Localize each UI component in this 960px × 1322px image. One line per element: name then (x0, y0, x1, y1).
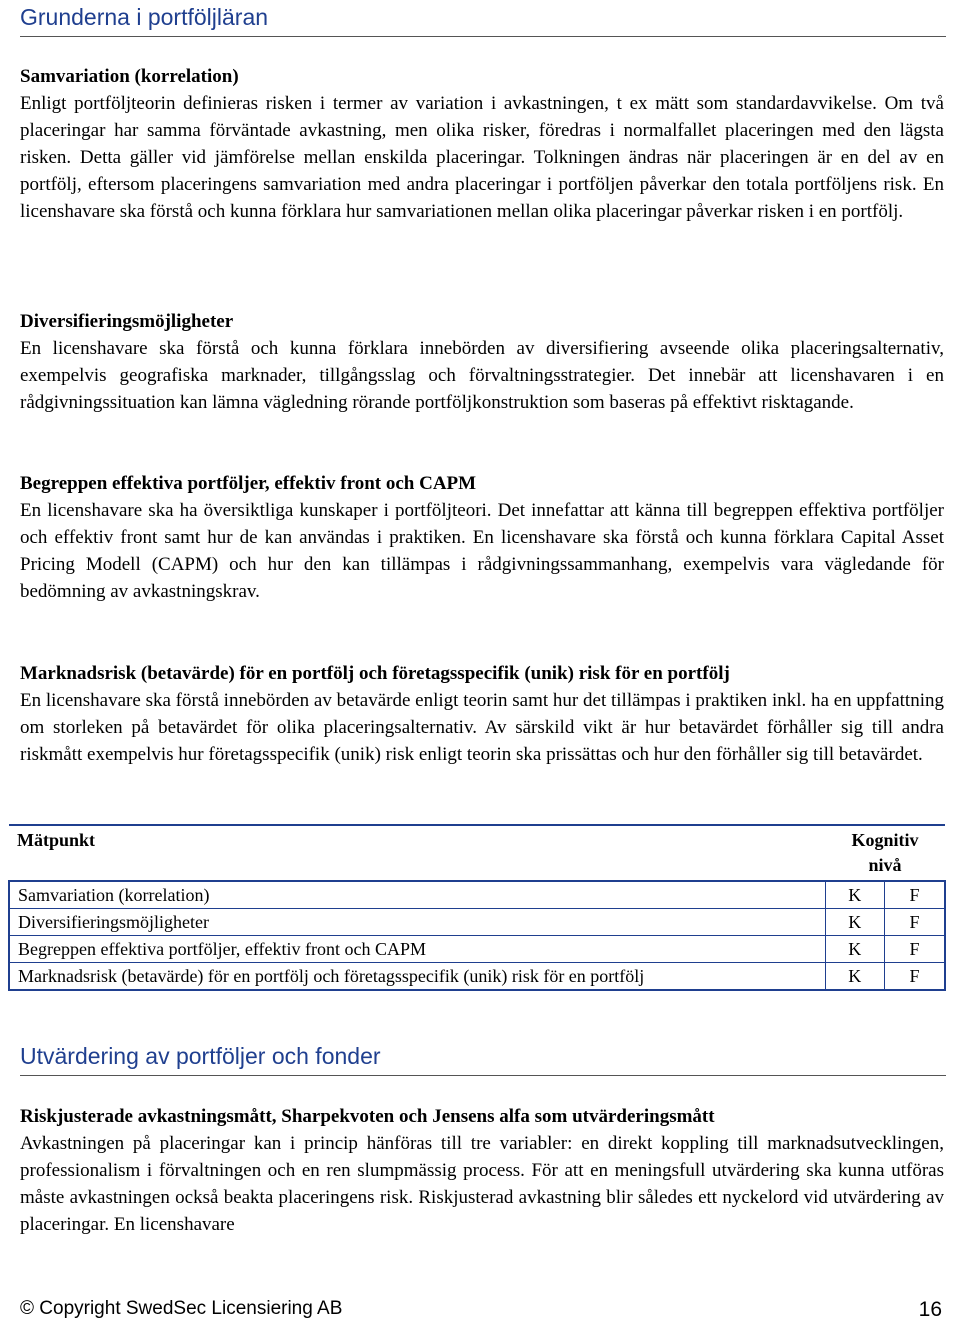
section-effektiva-portfoljer (20, 470, 944, 605)
row-level-f: F (885, 963, 945, 991)
row-level-k: K (825, 963, 885, 991)
table-row (9, 909, 945, 936)
table-row (9, 963, 945, 991)
table-row (9, 881, 945, 909)
table-header-row (9, 825, 945, 881)
section-marknadsrisk (20, 660, 944, 768)
section-riskjusterade (20, 1103, 944, 1238)
row-label: Samvariation (korrelation) (9, 881, 825, 909)
row-level-f: F (885, 881, 945, 909)
section-body: En licenshavare ska förstå innebörden av betavärde enligt teorin samt hur det tillämpas i praktiken inkl. ha en uppfattning om storleken på betavärdet för olika placeringsalternativ. Av särskild vikt är hur betavärdet förhåller sig till andra riskmått exempelvis hur företagsspecifik (unik) risk enligt teorin ska prissättas och hur den förhåller sig till betavärdet. (20, 690, 944, 765)
row-level-k: K (825, 936, 885, 963)
section-title: Begreppen effektiva portföljer, effektiv front och CAPM (20, 473, 477, 494)
row-label: Begreppen effektiva portföljer, effektiv front och CAPM (9, 936, 825, 963)
section-samvariation (20, 63, 944, 225)
row-label: Marknadsrisk (betavärde) för en portfölj och företagsspecifik (unik) risk för en portfölj (9, 963, 825, 991)
section-title: Diversifieringsmöjligheter (20, 311, 234, 332)
section-title: Samvariation (korrelation) (20, 66, 239, 87)
page-number: 16 (918, 1298, 942, 1321)
section-diversifiering (20, 308, 944, 416)
section-title: Marknadsrisk (betavärde) för en portfölj och företagsspecifik (unik) risk för en portfölj (20, 663, 730, 684)
footer-copyright: © Copyright SwedSec Licensiering AB (20, 1298, 343, 1319)
row-level-f: F (885, 909, 945, 936)
matpunkt-table (8, 824, 946, 991)
header-matpunkt: Mätpunkt (17, 830, 96, 850)
row-level-k: K (825, 909, 885, 936)
section-heading-utvardering: Utvärdering av portföljer och fonder (20, 1043, 381, 1069)
heading-rule (20, 36, 946, 37)
row-level-k: K (825, 881, 885, 909)
section-body: En licenshavare ska ha översiktliga kunskaper i portföljteori. Det innefattar att känna till begreppen effektiva portföljer och effektiv front samt hur de kan användas i praktiken. En licenshavare ska förstå och kunna förklara Capital Asset Pricing Modell (CAPM) och hur den kan tillämpas i rådgivningssammanhang, exempelvis vara vägledande för bedömning av avkastningskrav. (20, 500, 944, 602)
section-body: Avkastningen på placeringar kan i princip hänföras till tre variabler: en direkt koppling till marknadsutvecklingen, professionalism i förvaltningen och en ren slumpmässig process. För att en meningsfull utvärdering ska kunna utföras måste avkastningen också beakta placeringens risk. Riskjusterad avkastning blir således ett nyckelord vid utvärdering av placeringar. En licenshavare (20, 1133, 944, 1235)
row-label: Diversifieringsmöjligheter (9, 909, 825, 936)
section-body: En licenshavare ska förstå och kunna förklara innebörden av diversifiering avseende olika placeringsalternativ, exempelvis geografiska marknader, tillgångsslag och förvaltningsstrategier. Det innebär att licenshavaren i en rådgivningssituation kan lämna vägledning rörande portföljkonstruktion som baseras på effektivt risktagande. (20, 338, 944, 413)
row-level-f: F (885, 936, 945, 963)
table-row (9, 936, 945, 963)
section-body: Enligt portföljteorin definieras risken i termer av variation i avkastningen, t ex mätt som standardavvikelse. Om två placeringar har samma förväntade avkastning, men olika risker, föredras i normalfallet placeringen med den lägsta risken. Detta gäller vid jämförelse mellan enskilda placeringar. Tolkningen ändras när placeringen är en del av en portfölj, eftersom placeringens samvariation med andra placeringar i portföljen påverkar den totala portföljens risk. En licenshavare ska förstå och kunna förklara hur samvariationen mellan olika placeringar påverkar risken i en portfölj. (20, 93, 944, 222)
section-heading-grunderna: Grunderna i portföljläran (20, 4, 269, 30)
heading-rule (20, 1075, 946, 1076)
section-title: Riskjusterade avkastningsmått, Sharpekvoten och Jensens alfa som utvärderingsmått (20, 1106, 715, 1127)
header-kognitiv-niva: Kognitiv nivå (851, 830, 919, 875)
